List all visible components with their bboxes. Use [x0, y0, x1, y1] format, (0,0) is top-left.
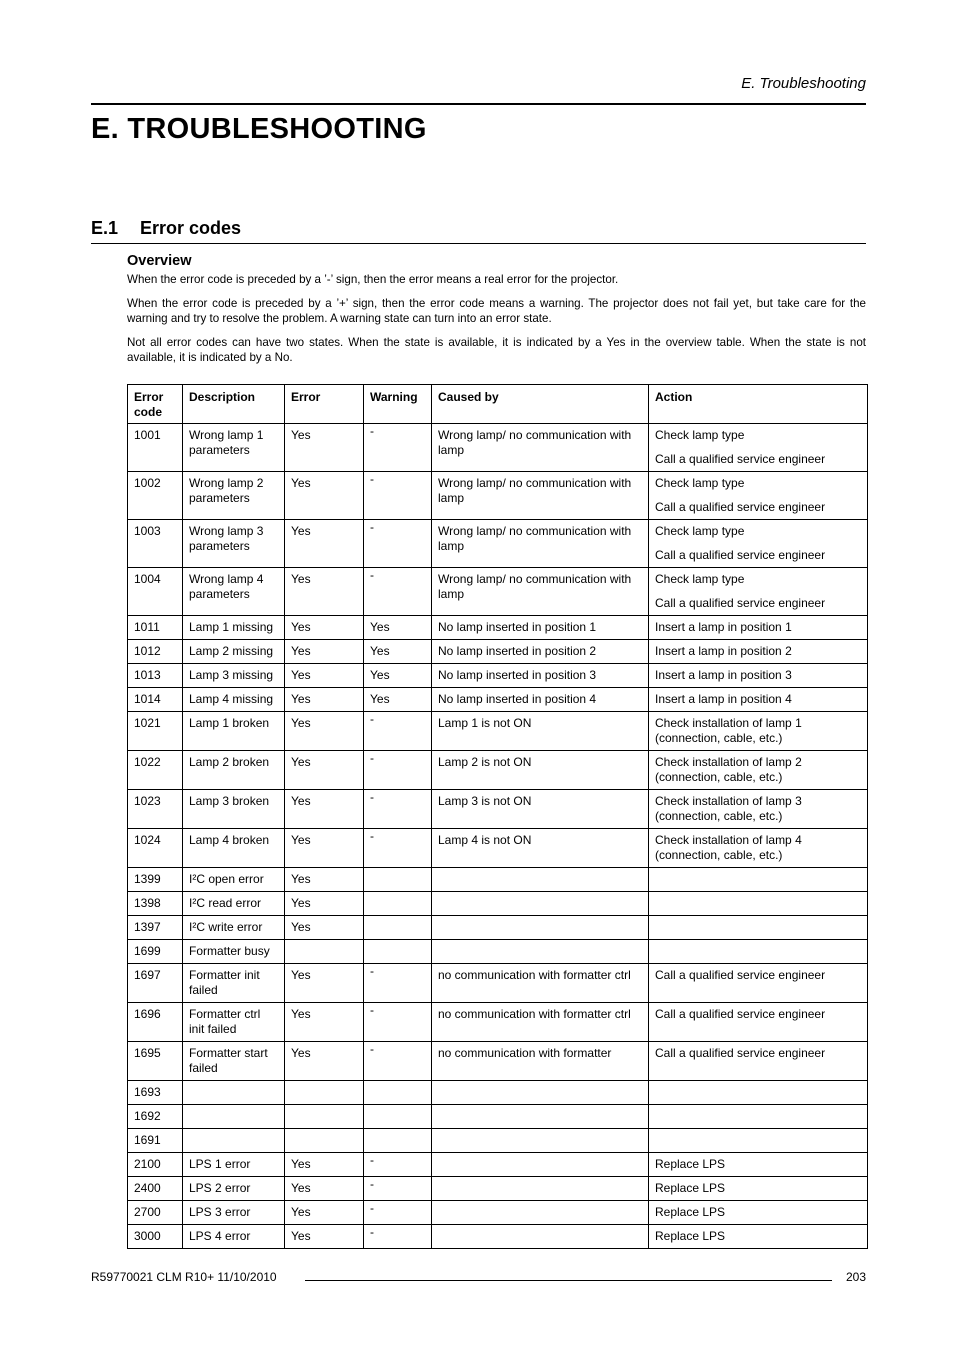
cell-warning — [364, 520, 432, 568]
cell-warning — [364, 1201, 432, 1225]
cell-error: Yes — [285, 424, 364, 472]
cell-action — [649, 1177, 868, 1201]
action-line: Check installation of lamp 1 (connection, cable, etc.) — [655, 716, 802, 745]
cell-caused-by — [432, 940, 649, 964]
cell-error-code: 1399 — [128, 868, 183, 892]
cell-caused-by — [432, 916, 649, 940]
table-row — [128, 940, 868, 964]
cell-description: Wrong lamp 2 parameters — [183, 472, 285, 520]
cell-error — [285, 1081, 364, 1105]
cell-warning — [364, 472, 432, 520]
cell-description: Formatter ctrl init failed — [183, 1003, 285, 1042]
cell-error: Yes — [285, 520, 364, 568]
cell-error: Yes — [285, 790, 364, 829]
action-line: Call a qualified service engineer — [655, 547, 826, 562]
cell-description: Formatter start failed — [183, 1042, 285, 1081]
action-line: Insert a lamp in position 3 — [655, 668, 792, 682]
cell-warning — [364, 868, 432, 892]
cell-error: Yes — [285, 568, 364, 616]
cell-error: Yes — [285, 472, 364, 520]
cell-caused-by — [432, 1129, 649, 1153]
cell-description: LPS 1 error — [183, 1153, 285, 1177]
footer-doc-ref: R59770021 CLM R10+ 11/10/2010 — [91, 1270, 277, 1284]
cell-error: Yes — [285, 1225, 364, 1249]
subsection-title: Overview — [127, 253, 192, 269]
cell-error-code: 1023 — [128, 790, 183, 829]
cell-error-code: 1696 — [128, 1003, 183, 1042]
cell-description: Lamp 4 broken — [183, 829, 285, 868]
table-row — [128, 1129, 868, 1153]
action-line: Replace LPS — [655, 1181, 726, 1195]
cell-warning: Yes — [364, 688, 432, 712]
chapter-title: E. TROUBLESHOOTING — [91, 113, 427, 145]
cell-action — [649, 616, 868, 640]
cell-description: Wrong lamp 3 parameters — [183, 520, 285, 568]
cell-error: Yes — [285, 964, 364, 1003]
cell-caused-by — [432, 1081, 649, 1105]
cell-error-code: 1003 — [128, 520, 183, 568]
cell-description: LPS 3 error — [183, 1201, 285, 1225]
table-row — [128, 1003, 868, 1042]
cell-error-code: 1001 — [128, 424, 183, 472]
cell-caused-by: Lamp 4 is not ON — [432, 829, 649, 868]
cell-error: Yes — [285, 616, 364, 640]
table-row — [128, 1105, 868, 1129]
cell-error: Yes — [285, 688, 364, 712]
cell-warning — [364, 1105, 432, 1129]
action-line: Check installation of lamp 4 (connection, cable, etc.) — [655, 833, 802, 862]
warning-dash: - — [370, 751, 374, 765]
cell-action — [649, 1225, 868, 1249]
cell-error-code: 2400 — [128, 1177, 183, 1201]
cell-action — [649, 712, 868, 751]
cell-description: I²C read error — [183, 892, 285, 916]
error-codes-table — [127, 384, 868, 1249]
cell-description: Lamp 4 missing — [183, 688, 285, 712]
header-error: Error — [285, 385, 364, 424]
table-row — [128, 520, 868, 568]
cell-description: Wrong lamp 4 parameters — [183, 568, 285, 616]
cell-error: Yes — [285, 1153, 364, 1177]
action-line: Insert a lamp in position 2 — [655, 644, 792, 658]
warning-dash: - — [370, 829, 374, 843]
section-heading — [91, 218, 866, 244]
cell-action — [649, 568, 868, 616]
cell-action — [649, 751, 868, 790]
action-line: Call a qualified service engineer — [655, 1007, 826, 1021]
cell-error-code: 1695 — [128, 1042, 183, 1081]
cell-caused-by — [432, 1153, 649, 1177]
running-header: E. Troubleshooting — [741, 75, 866, 92]
cell-error-code: 1697 — [128, 964, 183, 1003]
action-line: Call a qualified service engineer — [655, 968, 826, 982]
cell-warning: Yes — [364, 640, 432, 664]
cell-action — [649, 640, 868, 664]
paragraph-error-sign: When the error code is preceded by a ’-’ sign, then the error means a real error for the projector. — [127, 273, 619, 286]
cell-error-code: 1021 — [128, 712, 183, 751]
cell-warning — [364, 892, 432, 916]
warning-dash: - — [370, 1003, 374, 1017]
warning-dash: - — [370, 1153, 374, 1167]
cell-caused-by: No lamp inserted in position 1 — [432, 616, 649, 640]
cell-action — [649, 964, 868, 1003]
cell-caused-by: Lamp 1 is not ON — [432, 712, 649, 751]
cell-error-code: 1398 — [128, 892, 183, 916]
page-number: 203 — [845, 1270, 866, 1284]
cell-caused-by — [432, 1105, 649, 1129]
cell-description: Lamp 3 broken — [183, 790, 285, 829]
cell-description: LPS 4 error — [183, 1225, 285, 1249]
cell-description: Formatter busy — [183, 940, 285, 964]
cell-error — [285, 940, 364, 964]
cell-caused-by: No lamp inserted in position 2 — [432, 640, 649, 664]
cell-warning — [364, 712, 432, 751]
cell-caused-by: No lamp inserted in position 3 — [432, 664, 649, 688]
table-row — [128, 868, 868, 892]
cell-warning — [364, 424, 432, 472]
cell-caused-by: Wrong lamp/ no communication with lamp — [432, 424, 649, 472]
cell-error-code: 1691 — [128, 1129, 183, 1153]
warning-dash: - — [370, 1177, 374, 1191]
header-description: Description — [183, 385, 285, 424]
cell-error-code: 1013 — [128, 664, 183, 688]
cell-warning — [364, 1129, 432, 1153]
cell-warning — [364, 964, 432, 1003]
table-row — [128, 1153, 868, 1177]
warning-dash: - — [370, 1225, 374, 1239]
cell-action — [649, 940, 868, 964]
cell-description — [183, 1081, 285, 1105]
cell-error-code: 1011 — [128, 616, 183, 640]
cell-error-code: 1692 — [128, 1105, 183, 1129]
table-row — [128, 892, 868, 916]
cell-error-code: 1693 — [128, 1081, 183, 1105]
table-row — [128, 688, 868, 712]
cell-warning: Yes — [364, 616, 432, 640]
cell-warning — [364, 751, 432, 790]
cell-action — [649, 1003, 868, 1042]
cell-error: Yes — [285, 892, 364, 916]
action-line: Insert a lamp in position 4 — [655, 692, 792, 706]
cell-warning — [364, 829, 432, 868]
cell-caused-by: Lamp 3 is not ON — [432, 790, 649, 829]
cell-caused-by: no communication with formatter ctrl — [432, 964, 649, 1003]
table-row — [128, 1177, 868, 1201]
cell-caused-by: Wrong lamp/ no communication with lamp — [432, 472, 649, 520]
cell-action — [649, 892, 868, 916]
cell-warning — [364, 1042, 432, 1081]
cell-error — [285, 1129, 364, 1153]
cell-caused-by — [432, 1225, 649, 1249]
table-row — [128, 568, 868, 616]
cell-caused-by — [432, 1201, 649, 1225]
table-row — [128, 1201, 868, 1225]
cell-action — [649, 1201, 868, 1225]
section-number: E.1 — [91, 218, 119, 238]
table-row — [128, 829, 868, 868]
action-line: Call a qualified service engineer — [655, 1046, 826, 1060]
cell-error-code: 1699 — [128, 940, 183, 964]
warning-dash: - — [370, 568, 374, 582]
warning-dash: - — [370, 472, 374, 486]
cell-error: Yes — [285, 1003, 364, 1042]
cell-description: Wrong lamp 1 parameters — [183, 424, 285, 472]
cell-caused-by: No lamp inserted in position 4 — [432, 688, 649, 712]
action-line: Replace LPS — [655, 1229, 726, 1243]
cell-description: Formatter init failed — [183, 964, 285, 1003]
table-body — [128, 424, 868, 1249]
action-line: Check installation of lamp 2 (connection, cable, etc.) — [655, 755, 802, 784]
section-title: Error codes — [140, 218, 242, 238]
cell-error-code: 1004 — [128, 568, 183, 616]
cell-action — [649, 868, 868, 892]
header-error-code: Error code — [128, 385, 183, 424]
cell-action — [649, 829, 868, 868]
cell-warning — [364, 1003, 432, 1042]
cell-error-code: 1014 — [128, 688, 183, 712]
action-line: Check lamp type — [655, 572, 745, 586]
cell-caused-by — [432, 1177, 649, 1201]
cell-caused-by: no communication with formatter — [432, 1042, 649, 1081]
table-row — [128, 1225, 868, 1249]
cell-action — [649, 664, 868, 688]
cell-error: Yes — [285, 1042, 364, 1081]
table-row — [128, 712, 868, 751]
table-row — [128, 640, 868, 664]
table-row — [128, 472, 868, 520]
paragraph-warning-sign: When the error code is preceded by a ’+’ sign, then the error code means a warning. The projector does not fail yet, but take care for the warning and try to resolve the problem. A warning state can turn into an error state. — [127, 297, 866, 325]
warning-dash: - — [370, 520, 374, 534]
cell-error: Yes — [285, 1201, 364, 1225]
warning-dash: - — [370, 1201, 374, 1215]
cell-description: LPS 2 error — [183, 1177, 285, 1201]
cell-error: Yes — [285, 868, 364, 892]
action-line: Check lamp type — [655, 476, 745, 490]
header-rule — [91, 103, 866, 105]
cell-action — [649, 520, 868, 568]
cell-description: Lamp 1 broken — [183, 712, 285, 751]
cell-description — [183, 1105, 285, 1129]
cell-warning — [364, 790, 432, 829]
action-line: Call a qualified service engineer — [655, 595, 826, 610]
action-line: Call a qualified service engineer — [655, 451, 826, 466]
cell-action — [649, 424, 868, 472]
cell-description: Lamp 3 missing — [183, 664, 285, 688]
cell-error-code: 1024 — [128, 829, 183, 868]
cell-warning — [364, 1225, 432, 1249]
cell-warning — [364, 940, 432, 964]
cell-warning — [364, 1177, 432, 1201]
table-row — [128, 916, 868, 940]
table-row — [128, 790, 868, 829]
cell-error-code: 1022 — [128, 751, 183, 790]
warning-dash: - — [370, 712, 374, 726]
cell-caused-by — [432, 892, 649, 916]
table-row — [128, 664, 868, 688]
cell-error: Yes — [285, 751, 364, 790]
cell-action — [649, 1081, 868, 1105]
footer-rule — [305, 1280, 832, 1281]
cell-error-code: 1002 — [128, 472, 183, 520]
cell-error: Yes — [285, 1177, 364, 1201]
cell-action — [649, 790, 868, 829]
table-row — [128, 751, 868, 790]
header-action: Action — [649, 385, 868, 424]
cell-caused-by: Wrong lamp/ no communication with lamp — [432, 568, 649, 616]
warning-dash: - — [370, 1042, 374, 1056]
cell-error-code: 1012 — [128, 640, 183, 664]
cell-action — [649, 916, 868, 940]
cell-error: Yes — [285, 916, 364, 940]
warning-dash: - — [370, 790, 374, 804]
header-warning: Warning — [364, 385, 432, 424]
cell-action — [649, 688, 868, 712]
action-line: Call a qualified service engineer — [655, 499, 826, 514]
warning-dash: - — [370, 424, 374, 438]
cell-warning — [364, 1153, 432, 1177]
action-line: Replace LPS — [655, 1205, 726, 1219]
cell-description — [183, 1129, 285, 1153]
cell-error-code: 2100 — [128, 1153, 183, 1177]
cell-error-code: 1397 — [128, 916, 183, 940]
warning-dash: - — [370, 964, 374, 978]
cell-warning — [364, 568, 432, 616]
header-caused-by: Caused by — [432, 385, 649, 424]
cell-description: Lamp 2 broken — [183, 751, 285, 790]
action-line: Check installation of lamp 3 (connection, cable, etc.) — [655, 794, 802, 823]
cell-action — [649, 1105, 868, 1129]
cell-warning — [364, 1081, 432, 1105]
cell-caused-by: Lamp 2 is not ON — [432, 751, 649, 790]
action-line: Check lamp type — [655, 524, 745, 538]
cell-action — [649, 472, 868, 520]
cell-action — [649, 1153, 868, 1177]
cell-error-code: 3000 — [128, 1225, 183, 1249]
cell-caused-by: no communication with formatter ctrl — [432, 1003, 649, 1042]
cell-description: Lamp 1 missing — [183, 616, 285, 640]
cell-action — [649, 1042, 868, 1081]
table-row — [128, 616, 868, 640]
cell-warning: Yes — [364, 664, 432, 688]
cell-description: I²C open error — [183, 868, 285, 892]
cell-error-code: 2700 — [128, 1201, 183, 1225]
cell-caused-by — [432, 868, 649, 892]
cell-error: Yes — [285, 664, 364, 688]
cell-action — [649, 1129, 868, 1153]
cell-error: Yes — [285, 640, 364, 664]
cell-caused-by: Wrong lamp/ no communication with lamp — [432, 520, 649, 568]
table-row — [128, 424, 868, 472]
cell-error: Yes — [285, 712, 364, 751]
cell-error — [285, 1105, 364, 1129]
action-line: Check lamp type — [655, 428, 745, 442]
cell-description: Lamp 2 missing — [183, 640, 285, 664]
cell-error: Yes — [285, 829, 364, 868]
table-row — [128, 1042, 868, 1081]
table-header-row — [128, 385, 868, 424]
action-line: Insert a lamp in position 1 — [655, 620, 792, 634]
table-row — [128, 1081, 868, 1105]
paragraph-two-states: Not all error codes can have two states. When the state is available, it is indicated by a Yes in the overview table. When the state is not available, it is indicated by a No. — [127, 336, 866, 364]
action-line: Replace LPS — [655, 1157, 726, 1171]
table-row — [128, 964, 868, 1003]
cell-warning — [364, 916, 432, 940]
cell-description: I²C write error — [183, 916, 285, 940]
